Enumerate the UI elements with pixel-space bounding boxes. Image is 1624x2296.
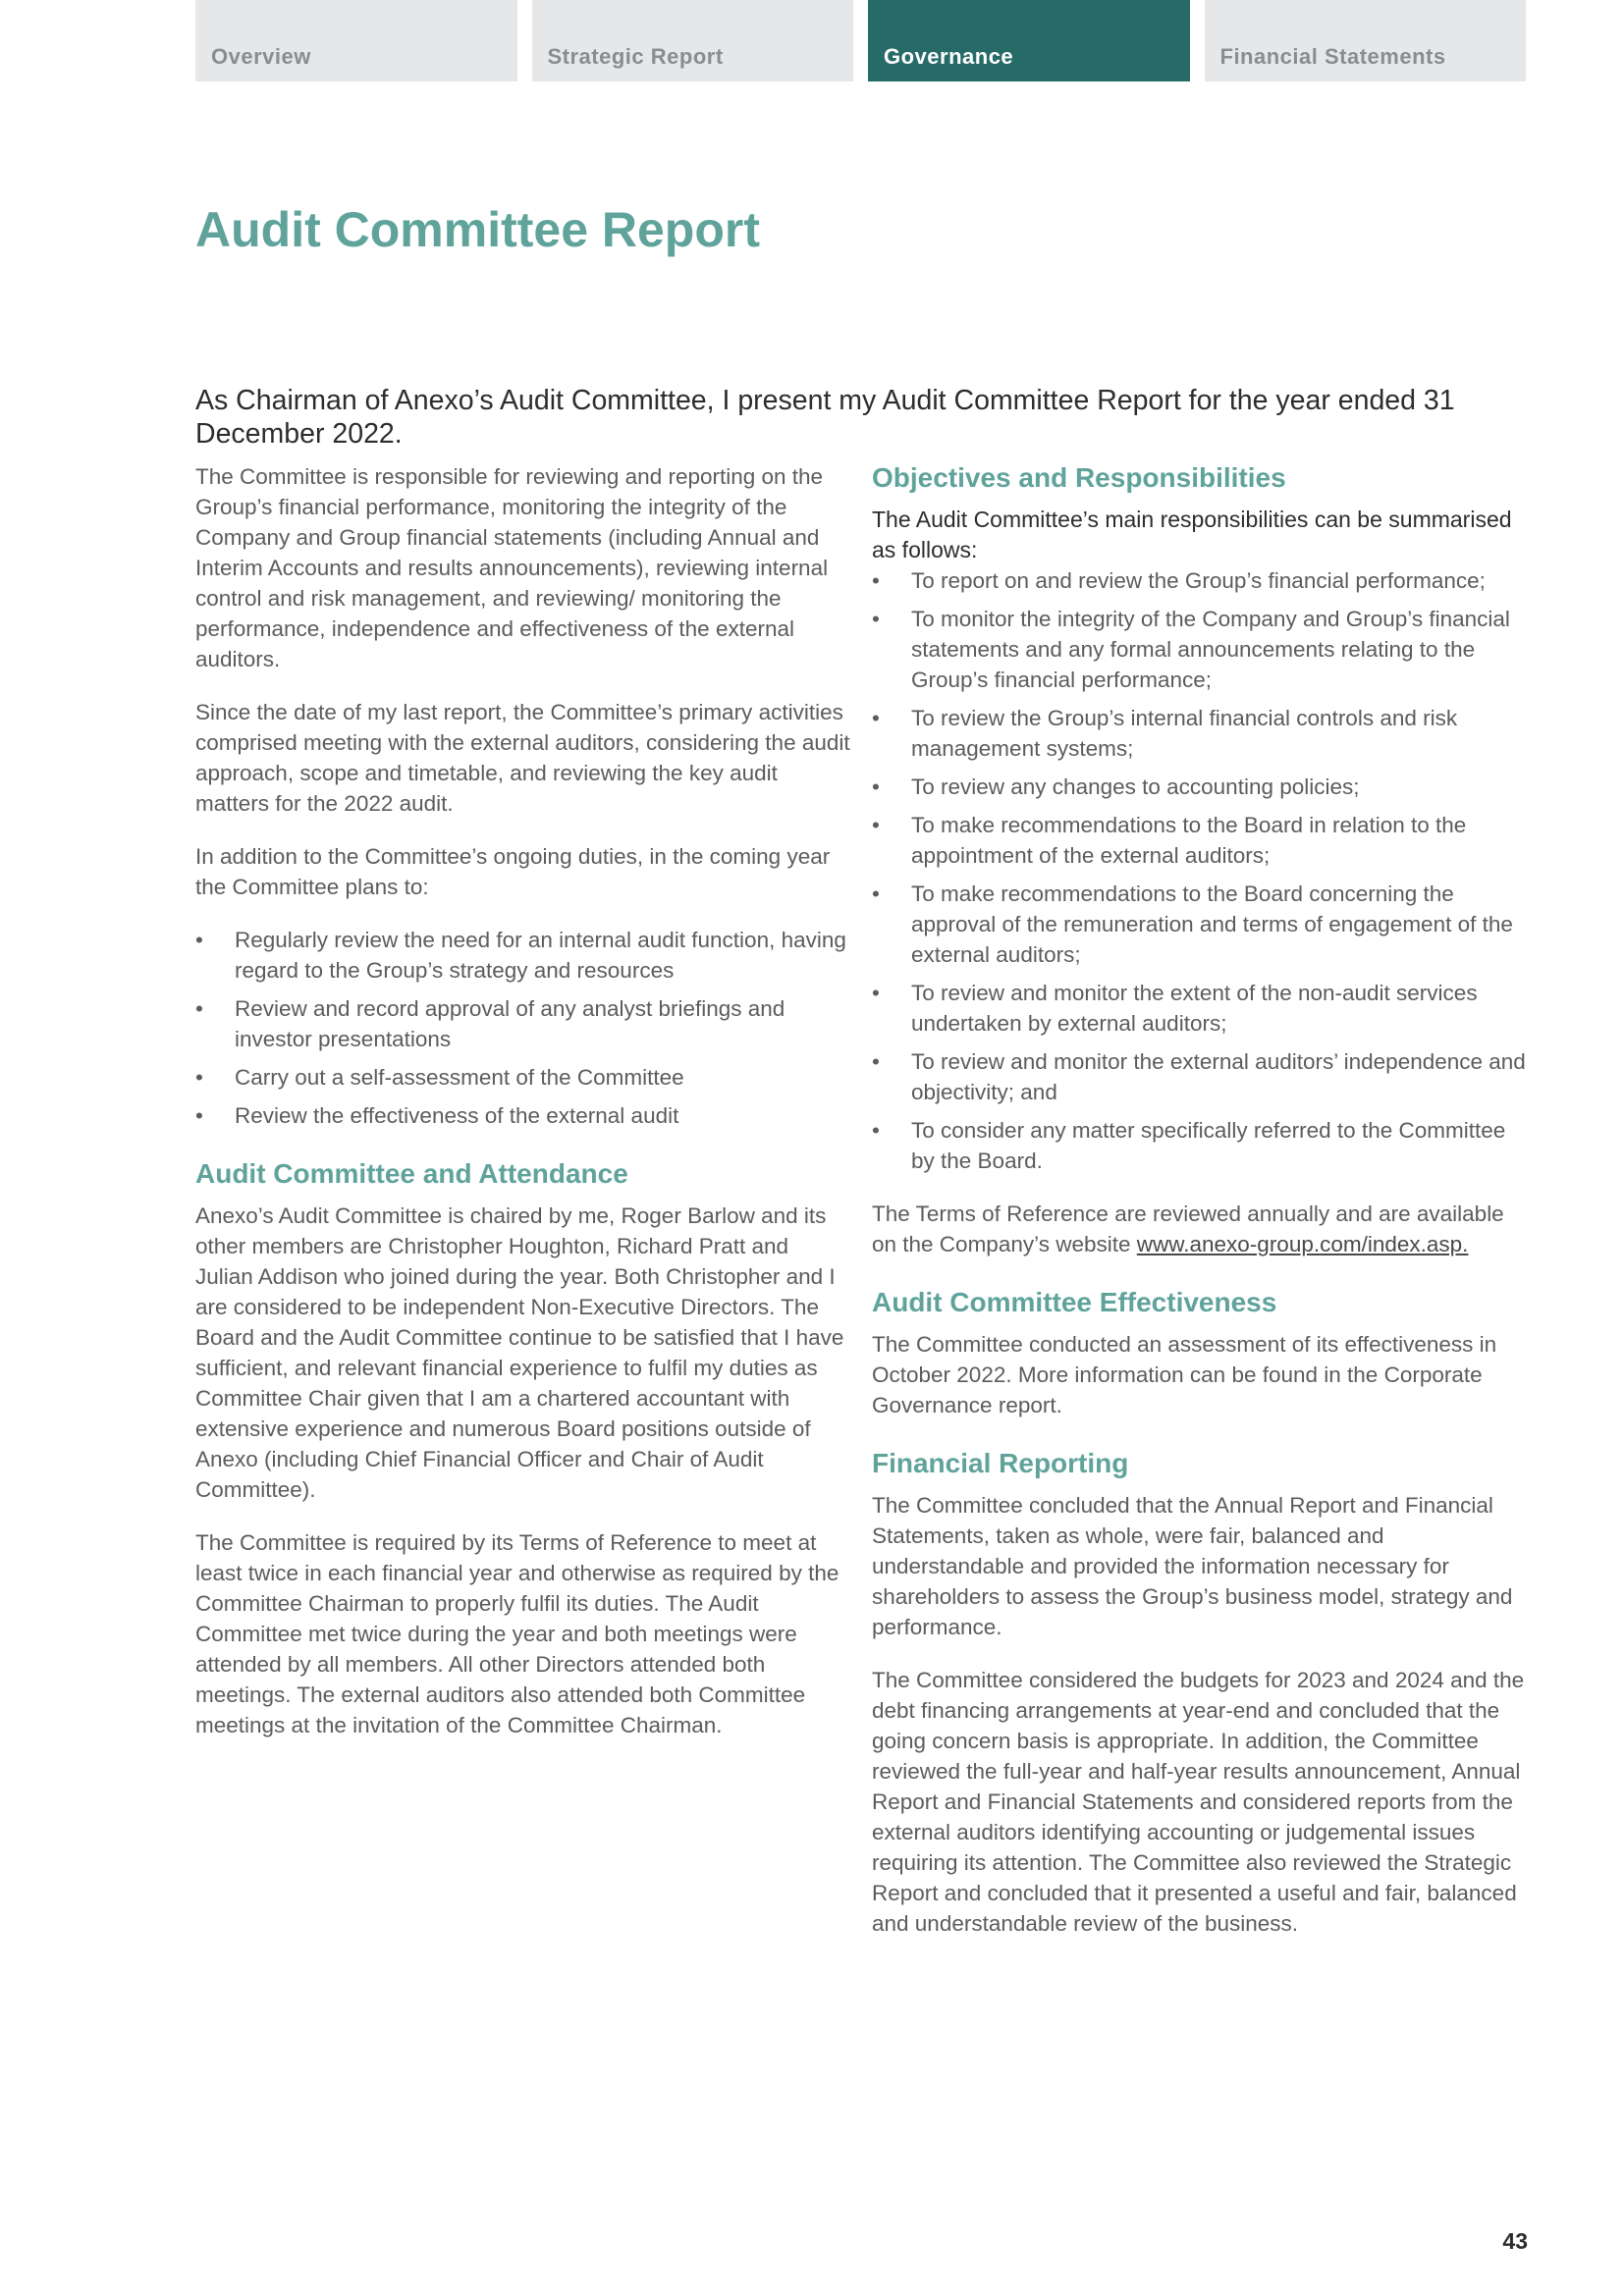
list-item: • To monitor the integrity of the Company and Group’s financial statements and any formal announcements relating to the Group’s financial performance; bbox=[872, 604, 1530, 695]
financial-reporting-heading: Financial Reporting bbox=[872, 1448, 1129, 1478]
tab-governance[interactable]: Governance bbox=[868, 0, 1190, 81]
list-item: • Carry out a self-assessment of the Committee bbox=[195, 1062, 851, 1093]
committee-responsibility-paragraph: The Committee is responsible for reviewing and reporting on the Group’s financial performance, monitoring the integrity of the Company and Group financial statements (including Annual and Interim Accounts and results announcements), reviewing internal control and risk management, and reviewing/ monitoring the performance, independence and effectiveness of the external auditors. bbox=[195, 464, 829, 671]
list-item: • Regularly review the need for an internal audit function, having regard to the Group’s strategy and resources bbox=[195, 925, 851, 986]
objectives-heading: Objectives and Responsibilities bbox=[872, 462, 1286, 493]
list-item: • To consider any matter specifically referred to the Committee by the Board. bbox=[872, 1115, 1530, 1176]
effectiveness-paragraph: The Committee conducted an assessment of its effectiveness in October 2022. More information can be found in the Corporate Governance report. bbox=[872, 1332, 1497, 1417]
intro-statement: As Chairman of Anexo’s Audit Committee, I present my Audit Committee Report for the year ended 31 December 2022. bbox=[195, 385, 1455, 450]
page-number: 43 bbox=[1502, 2228, 1528, 2254]
list-item: • To make recommendations to the Board concerning the approval of the remuneration and terms of engagement of the external auditors; bbox=[872, 879, 1530, 970]
attendance-paragraph-meetings: The Committee is required by its Terms of Reference to meet at least twice in each financial year and otherwise as required by the Committee Chairman to properly fulfil its duties. The Audit Committee met twice during the year and both meetings were attended by all members. All other Directors attended both meetings. The external auditors also attended both Committee meetings at the invitation of the Committee Chairman. bbox=[195, 1530, 839, 1737]
financial-reporting-paragraph-2: The Committee considered the budgets for 2023 and 2024 and the debt financing arrangements at year-end and concluded that the going concern basis is appropriate. In addition, the Committee reviewed the full-year and half-year results announcement, Annual Report and Financial Statements and considered reports from the external auditors identifying accounting or judgemental issues requiring its attention. The Committee also reviewed the Strategic Report and concluded that it presented a useful and fair, balanced and understandable review of the business. bbox=[872, 1668, 1525, 1936]
tab-strategic-report[interactable]: Strategic Report bbox=[532, 0, 854, 81]
section-tabs bbox=[195, 0, 1526, 81]
effectiveness-heading: Audit Committee Effectiveness bbox=[872, 1287, 1277, 1317]
terms-of-reference-paragraph bbox=[872, 1199, 1530, 1259]
company-website-link[interactable]: www.anexo-group.com/index.asp. bbox=[1136, 1232, 1469, 1256]
financial-reporting-paragraph-1: The Committee concluded that the Annual Report and Financial Statements, taken as whole, were fair, balanced and understandable and provided the information necessary for shareholders to assess the Group’s business model, strategy and performance. bbox=[872, 1493, 1513, 1639]
list-item: • To review and monitor the extent of the non-audit services undertaken by external auditors; bbox=[872, 978, 1530, 1039]
list-item: • To review and monitor the external auditors’ independence and objectivity; and bbox=[872, 1046, 1530, 1107]
list-item: • Review the effectiveness of the external audit bbox=[195, 1100, 851, 1131]
objectives-lead: The Audit Committee’s main responsibilities can be summarised as follows: bbox=[872, 507, 1512, 562]
list-item: • To make recommendations to the Board in relation to the appointment of the external auditors; bbox=[872, 810, 1530, 871]
right-column bbox=[872, 461, 1530, 1961]
tab-financial-statements[interactable]: Financial Statements bbox=[1205, 0, 1527, 81]
attendance-paragraph-members: Anexo’s Audit Committee is chaired by me, Roger Barlow and its other members are Christopher Houghton, Richard Pratt and Julian Addison who joined during the year. Both Christopher and I are considered to be independent Non-Executive Directors. The Board and the Audit Committee continue to be satisfied that I have sufficient, and relevant financial experience to fulfil my duties as Committee Chair given that I am a chartered accountant with extensive experience and numerous Board positions outside of Anexo (including Chief Financial Officer and Chair of Audit Committee). bbox=[195, 1203, 844, 1502]
list-item: • To report on and review the Group’s financial performance; bbox=[872, 565, 1530, 596]
responsibilities-list bbox=[872, 565, 1530, 1176]
left-column bbox=[195, 461, 851, 1763]
tab-overview[interactable]: Overview bbox=[195, 0, 517, 81]
primary-activities-paragraph: Since the date of my last report, the Committee’s primary activities comprised meeting with the external auditors, considering the audit approach, scope and timetable, and reviewing the key audit matters for the 2022 audit. bbox=[195, 700, 850, 816]
page-title: Audit Committee Report bbox=[195, 202, 760, 257]
list-item: • To review the Group’s internal financial controls and risk management systems; bbox=[872, 703, 1530, 764]
plans-list bbox=[195, 925, 851, 1131]
coming-year-plans-intro: In addition to the Committee’s ongoing duties, in the coming year the Committee plans to: bbox=[195, 844, 831, 899]
list-item: • To review any changes to accounting policies; bbox=[872, 772, 1530, 802]
terms-text: The Terms of Reference are reviewed annually and are available on the Company’s website bbox=[872, 1201, 1504, 1256]
attendance-heading: Audit Committee and Attendance bbox=[195, 1158, 628, 1189]
list-item: • Review and record approval of any analyst briefings and investor presentations bbox=[195, 993, 851, 1054]
